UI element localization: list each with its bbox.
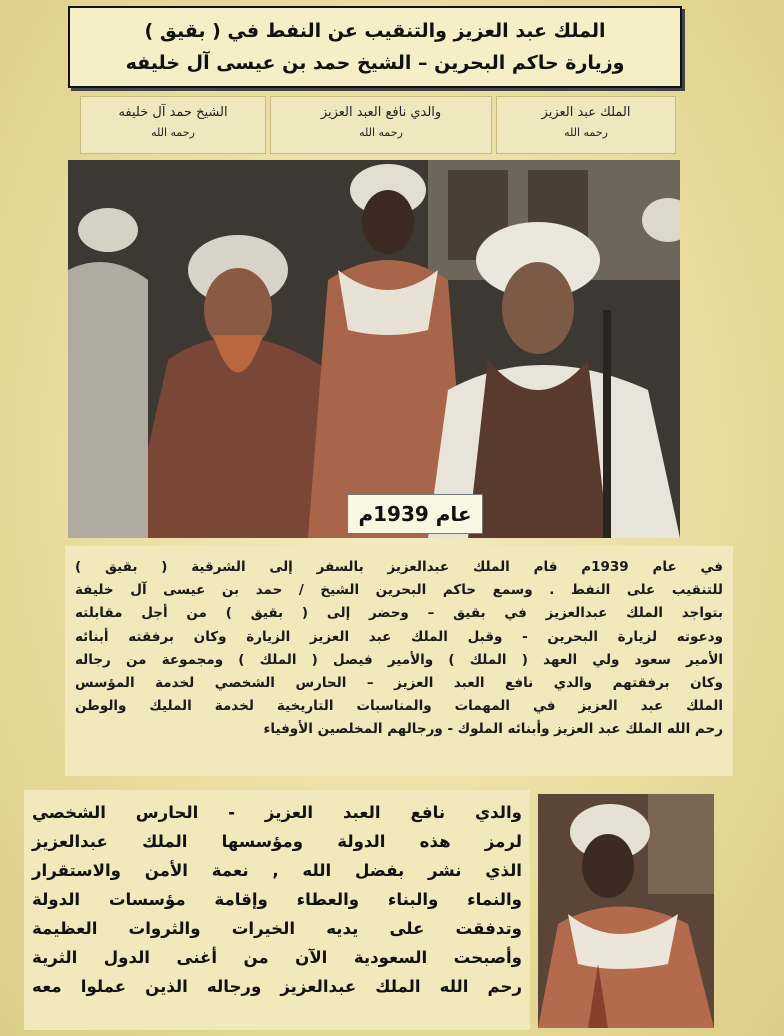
label-sub: رحمه الله xyxy=(564,126,608,139)
paragraph-line: الملك عبد العزيز في المهمات والمناسبات التاريخية لخدمة المليك والوطن xyxy=(75,698,723,715)
year-caption: عام 1939م xyxy=(347,494,483,534)
label-name: الشيخ حمد آل خليفه xyxy=(118,105,228,120)
lower-paragraph-line: رحم الله الملك عبدالعزيز ورجاله الذين عملوا معه xyxy=(32,977,522,996)
paragraph-line: ودعوته لزيارة البحرين - وقبل الملك عبد العزيز الزيارة وكان برفقته أبنائه xyxy=(75,628,723,645)
historic-photo xyxy=(68,160,680,538)
lower-paragraph-line: وتدفقت على يديه الخيرات والثروات العظيمة xyxy=(32,919,522,938)
lower-paragraph-line: لرمز هذه الدولة ومؤسسها الملك عبدالعزيز xyxy=(32,832,522,851)
paragraph-line: رحم الله الملك عبد العزيز وأبنائه الملوك - ورجالهم المخلصين الأوفياء xyxy=(263,721,723,738)
paragraph-line: الأمير سعود ولي العهد ( الملك ) والأمير فيصل ( الملك ) ومجموعة من رجاله xyxy=(75,651,723,668)
paragraph-line: بتواجد الملك عبدالعزيز في بقيق – وحضر إلى ( بقيق ) من أجل مقابلته xyxy=(75,605,723,622)
lower-paragraph-line: وأصبحت السعودية الآن من أغنى الدول الثرية xyxy=(32,948,522,967)
label-name: والدي نافع العبد العزيز xyxy=(320,105,442,120)
label-king-abdulaziz xyxy=(496,96,676,154)
label-nafea xyxy=(270,96,492,154)
lower-paragraph-line: والنماء والبناء والعطاء وإقامة مؤسسات الدولة xyxy=(32,890,522,909)
title-line-2: وزيارة حاكم البحرين – الشيخ حمد بن عيسى آل خليفه xyxy=(125,52,625,74)
title-line-1: الملك عبد العزيز والتنقيب عن النفط في ( بقيق ) xyxy=(144,20,606,42)
paragraph-line: للتنقيب على النفط . وسمع حاكم البحرين الشيخ / حمد بن عيسى آل خليفة xyxy=(75,582,723,599)
title-box xyxy=(68,6,682,88)
label-sub: رحمه الله xyxy=(359,126,403,139)
lower-paragraph-line: الذي نشر بفضل الله , نعمة الأمن والاستقرار xyxy=(32,861,522,880)
main-paragraph xyxy=(65,546,733,776)
label-name: الملك عبد العزيز xyxy=(541,105,631,120)
paragraph-line: في عام 1939م قام الملك عبدالعزيز بالسفر إلى الشرقية ( بقيق ) xyxy=(75,559,723,575)
guard-portrait-photo xyxy=(538,794,714,1028)
historic-photo-illustration xyxy=(68,160,680,538)
lower-paragraph-line: والدي نافع العبد العزيز - الحارس الشخصي xyxy=(32,803,522,822)
label-sub: رحمه الله xyxy=(151,126,195,139)
lower-paragraph xyxy=(24,790,530,1030)
guard-portrait-illustration xyxy=(538,794,714,1028)
label-sheikh-hamad xyxy=(80,96,266,154)
paragraph-line: وكان برفقتهم والدي نافع العبد العزيز – الحارس الشخصي لخدمة المؤسس xyxy=(75,675,723,692)
